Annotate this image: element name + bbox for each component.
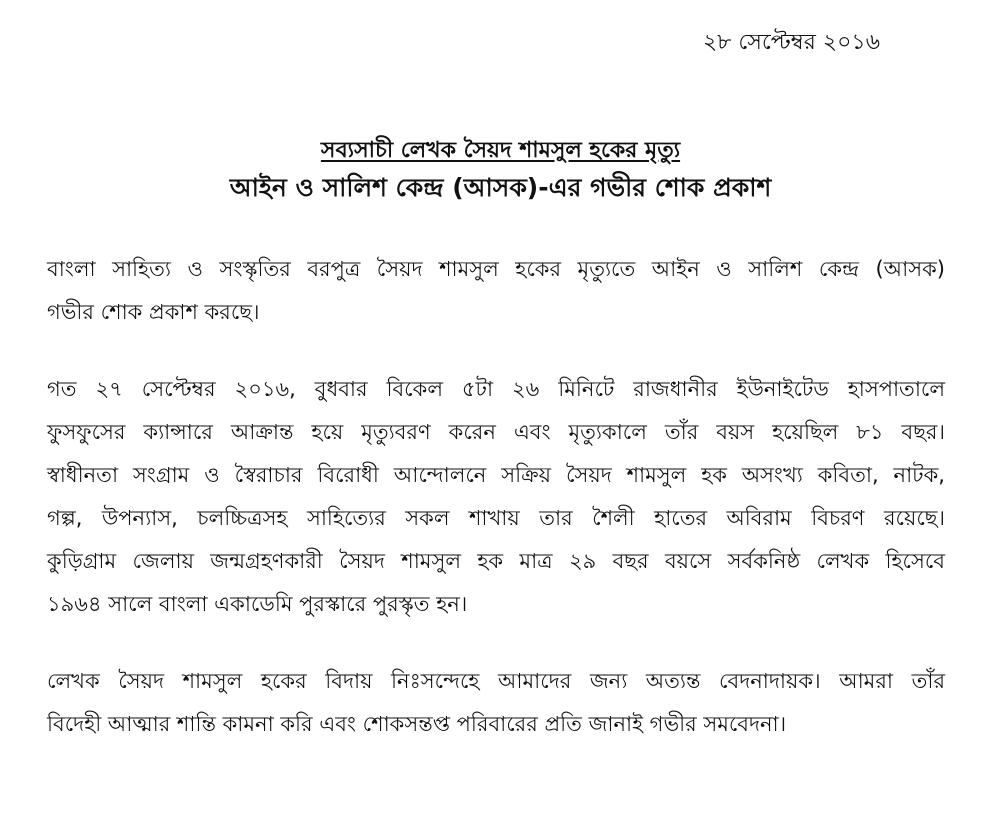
paragraph-line: স্বাধীনতা সংগ্রাম ও স্বৈরাচার বিরোধী আন্দোলনে সক্রিয় সৈয়দ শামসুল হক অসংখ্য কবিতা, নাটক, xyxy=(47,463,945,487)
paragraph-line: লেখক সৈয়দ শামসুল হকের বিদায় নিঃসন্দেহে আমাদের জন্য অত্যন্ত বেদনাদায়ক। আমরা তাঁর xyxy=(47,669,945,693)
paragraph-line: কুড়িগ্রাম জেলায় জন্মগ্রহণকারী সৈয়দ শামসুল হক মাত্র ২৯ বছর বয়সে সর্বকনিষ্ঠ লেখক হিসেবে xyxy=(47,549,945,573)
paragraph-line: গভীর শোক প্রকাশ করছে। xyxy=(47,300,260,324)
document-body xyxy=(47,248,945,746)
paragraph-line: ১৯৬৪ সালে বাংলা একাডেমি পুরস্কারে পুরস্কৃত হন। xyxy=(47,592,468,616)
paragraph-line: বিদেহী আত্মার শান্তি কামনা করি এবং শোকসন্তপ্ত পরিবারের প্রতি জানাই গভীর সমবেদনা। xyxy=(47,712,787,736)
paragraph-2 xyxy=(47,368,945,626)
paragraph-line: বাংলা সাহিত্য ও সংস্কৃতির বরপুত্র সৈয়দ শামসুল হকের মৃত্যুতে আইন ও সালিশ কেন্দ্র (আসক) xyxy=(47,257,945,281)
paragraph-1 xyxy=(47,248,945,334)
heading-title: সব্যসাচী লেখক সৈয়দ শামসুল হকের মৃত্যু xyxy=(320,138,681,163)
heading-subtitle: আইন ও সালিশ কেন্দ্র (আসক)-এর গভীর শোক প্রকাশ xyxy=(229,173,772,202)
paragraph-line: গত ২৭ সেপ্টেম্বর ২০১৬, বুধবার বিকেল ৫টা ২৬ মিনিটে রাজধানীর ইউনাইটেড হাসপাতালে xyxy=(47,377,945,401)
paragraph-3 xyxy=(47,660,945,746)
document-heading xyxy=(0,134,987,208)
paragraph-line: ফুসফুসের ক্যান্সারে আক্রান্ত হয়ে মৃত্যুবরণ করেন এবং মৃত্যুকালে তাঁর বয়স হয়েছিল ৮১ বছর। xyxy=(47,420,945,444)
paragraph-line: গল্প, উপন্যাস, চলচ্চিত্রসহ সাহিত্যের সকল শাখায় তার শৈলী হাতের অবিরাম বিচরণ রয়েছে। xyxy=(47,506,945,530)
document-date: ২৮ সেপ্টেম্বর ২০১৬ xyxy=(702,30,880,55)
